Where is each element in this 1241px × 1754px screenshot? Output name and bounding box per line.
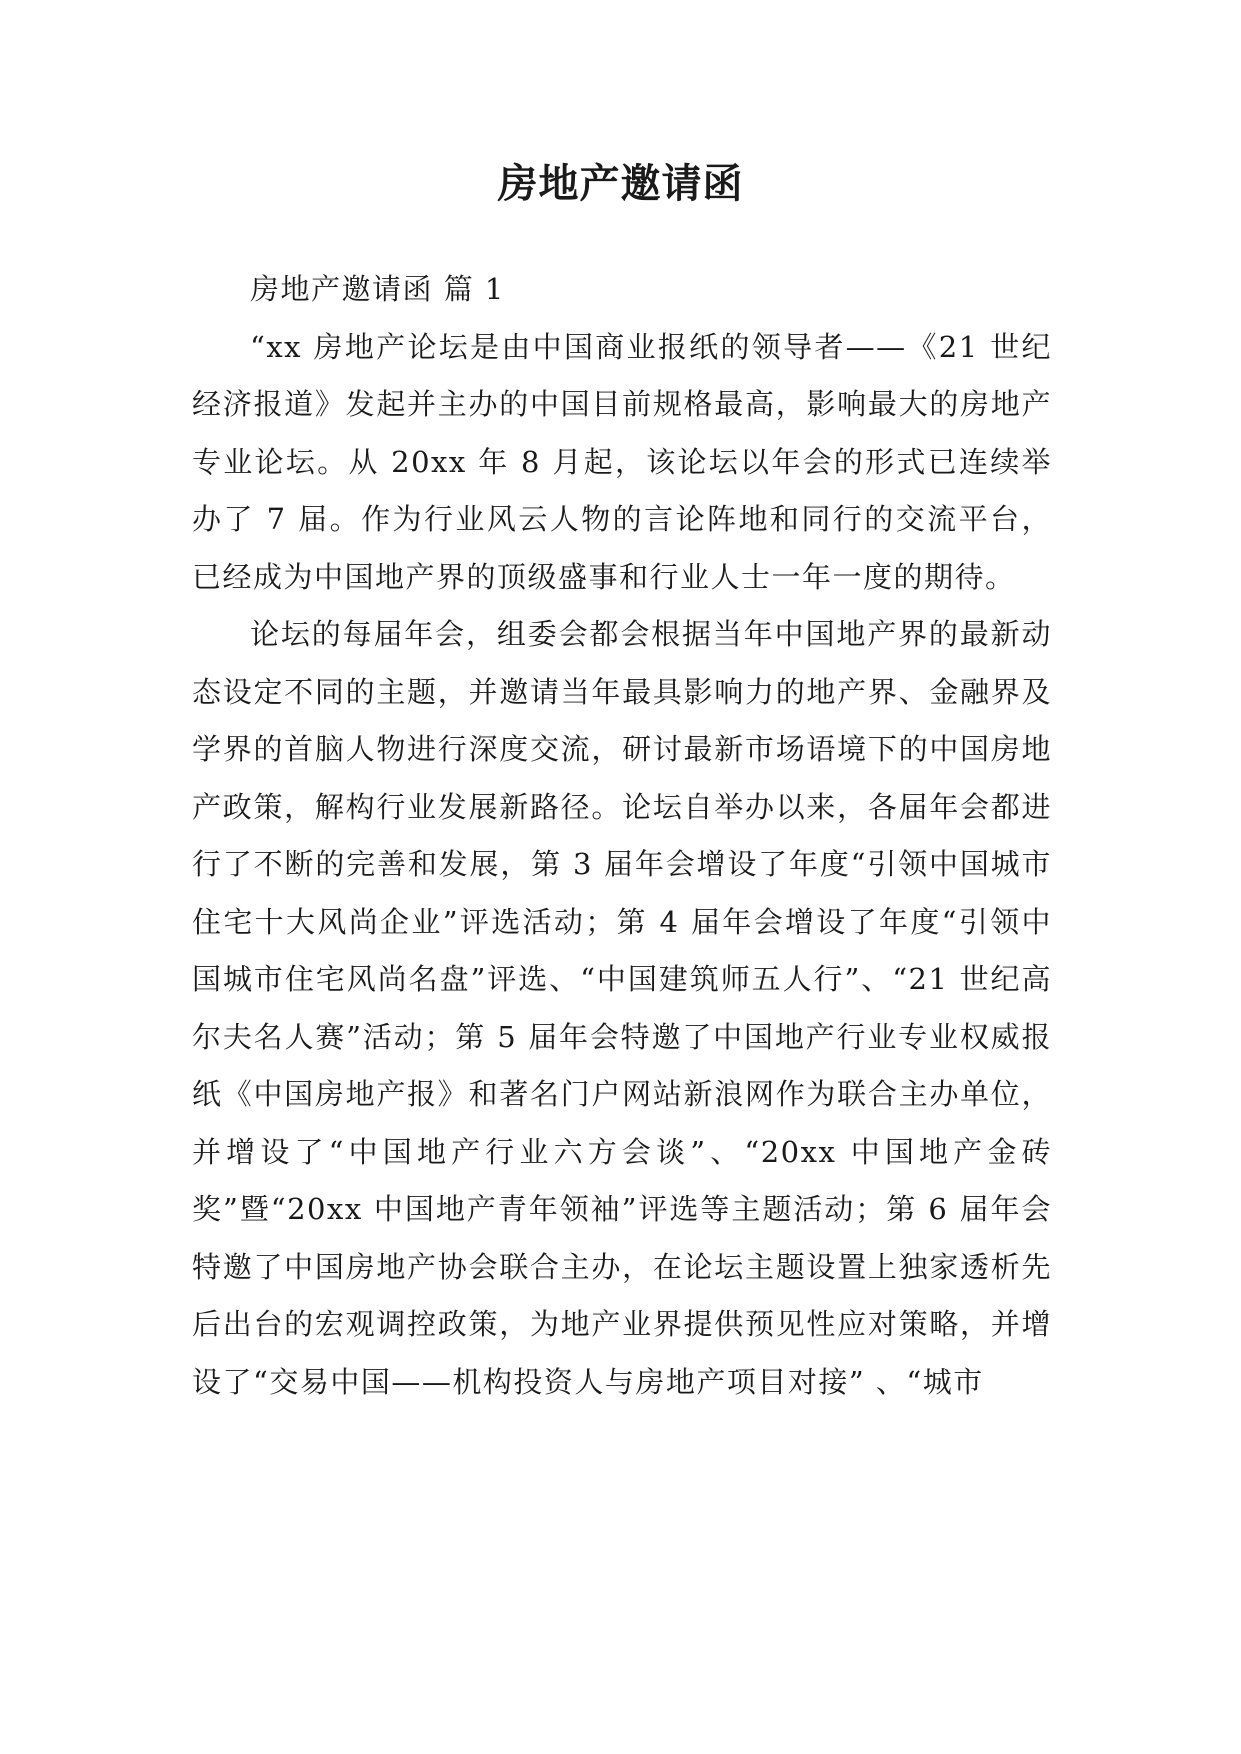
body-paragraph-1: “xx 房地产论坛是由中国商业报纸的领导者——《21 世纪经济报道》发起并主办的中国目前规格最高，影响最大的房地产专业论坛。从 20xx 年 8 月起，该论坛以年会的形式已连续举办了 7 届。作为行业风云人物的言论阵地和同行的交流平台，已经成为中国地产界的顶级盛事和行业人士一年一度的期待。 (192, 329, 1052, 594)
document-title: 房地产邀请函 (497, 161, 744, 207)
body-paragraph-2: 论坛的每届年会，组委会都会根据当年中国地产界的最新动态设定不同的主题，并邀请当年最具影响力的地产界、金融界及学界的首脑人物进行深度交流，研讨最新市场语境下的中国房地产政策，解构行业发展新路径。论坛自举办以来，各届年会都进行了不断的完善和发展，第 3 届年会增设了年度“引领中国城市住宅十大风尚企业”评选活动；第 4 届年会增设了年度“引领中国城市住宅风尚名盘”评选、“中国建筑师五人行”、“21 世纪高尔夫名人赛”活动；第 5 届年会特邀了中国地产行业专业权威报纸《中国房地产报》和著名门户网站新浪网作为联合主办单位，并增设了“中国地产行业六方会谈”、“20xx 中国地产金砖奖”暨“20xx 中国地产青年领袖”评选等主题活动；第 6 届年会特邀了中国房地产协会联合主办，在论坛主题设置上独家透析先后出台的宏观调控政策，为地产业界提供预见性应对策略，并增设了“交易中国——机构投资人与房地产项目对接” 、“城市 (192, 617, 1052, 1399)
document-body (192, 261, 1052, 1411)
section-heading: 房地产邀请函 篇 1 (250, 272, 505, 306)
